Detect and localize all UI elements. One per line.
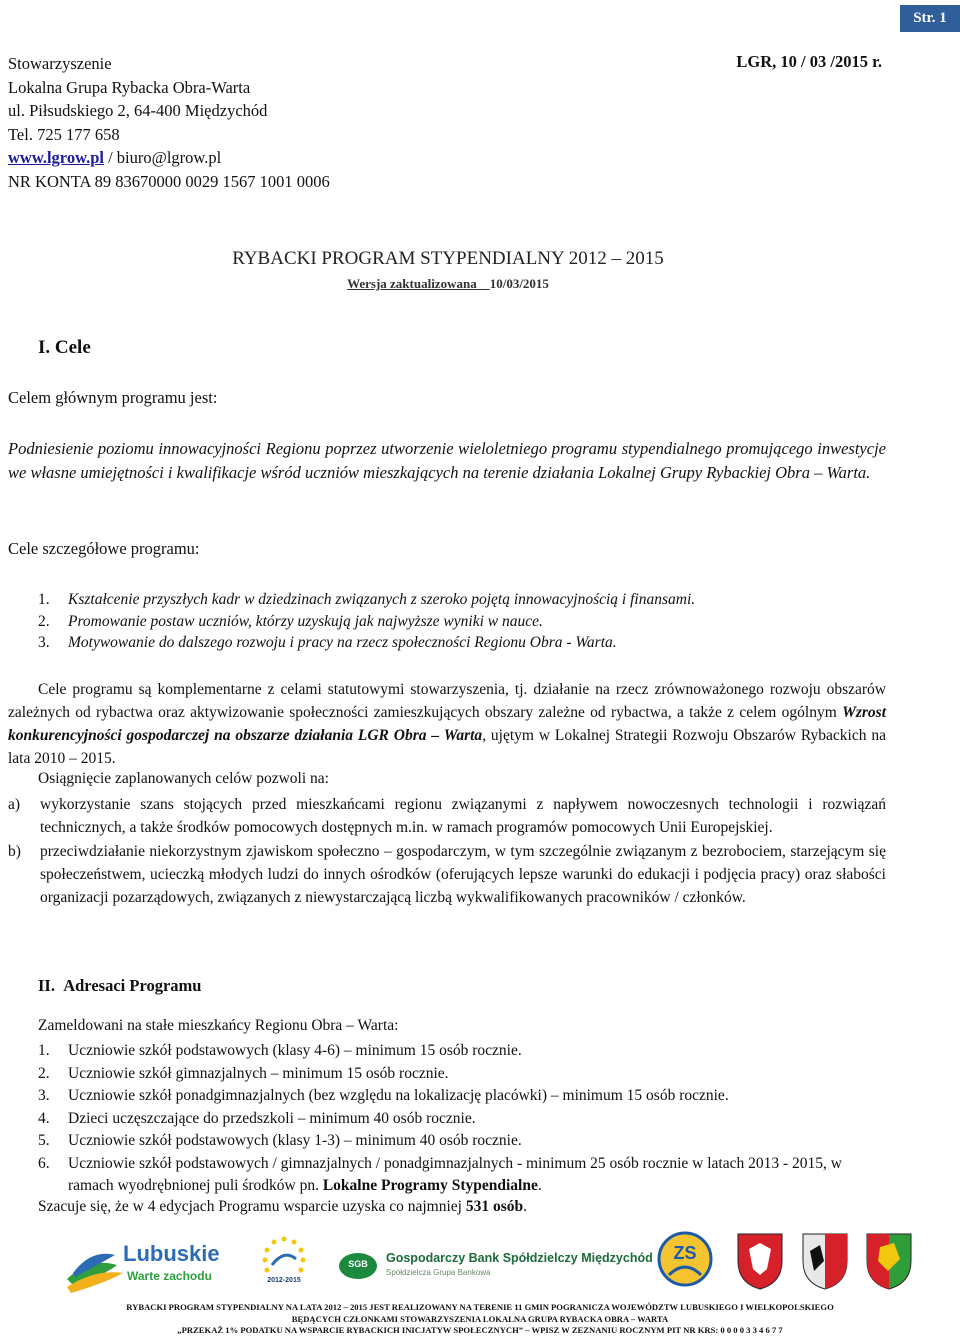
account-number: NR KONTA 89 83670000 0029 1567 1001 0006 xyxy=(8,171,330,191)
contact-line xyxy=(8,146,330,170)
list-item: b) przeciwdziałanie niekorzystnym zjawiskom społeczno – gospodarczym, w tym szczególnie związanym z bezrobociem, starzejącym się społeczeństwem, ucieczką młodych ludzi do innych ośrodków (oferujących lepsze warunki do edukacji i podjęcia pracy) oraz słabości organizacji pozarządowych, związanych z niewystarczającą liczbą wykwalifikowanych pracowników / członków. xyxy=(8,843,886,906)
program-logo xyxy=(256,1231,312,1293)
sgb-group: Spółdzielcza Grupa Bankowa xyxy=(386,1268,491,1277)
org-line: ul. Piłsudskiego 2, 64-400 Międzychód xyxy=(8,101,268,120)
zs-short: ZS xyxy=(673,1243,697,1263)
sponsor-logos xyxy=(0,1225,960,1300)
org-line: Stowarzyszenie xyxy=(8,54,112,73)
list-item: 2. Promowanie postaw uczniów, którzy uzyskują jak najwyższe wyniki w nauce. xyxy=(38,612,543,630)
list-item: 5. Uczniowie szkół podstawowych (klasy 1-3) – minimum 40 osób rocznie. xyxy=(38,1132,522,1149)
specific-goals-label: Cele szczegółowe programu: xyxy=(8,539,200,558)
place-date: LGR, 10 / 03 /2015 r. xyxy=(736,52,882,71)
coat-of-arms-region xyxy=(800,1231,850,1291)
organization-header xyxy=(8,52,330,193)
section-1-heading: I. Cele xyxy=(38,337,91,358)
list-item: 2. Uczniowie szkół gimnazjalnych – minimum 15 osób rocznie. xyxy=(38,1064,449,1082)
footer-line: „PRZEKAŻ 1% PODATKU NA WSPARCIE RYBACKICH INICJATYW SPOŁECZNYCH” – WPISZ W ZEZNANIU ROCZNYM PIT NR KRS: 0 0 0 0 3 3 4 6 7 7 xyxy=(177,1325,783,1335)
version-label: Wersja zaktualizowana xyxy=(347,276,477,291)
page-number-tag: Str. 1 xyxy=(900,5,960,32)
zs-logo xyxy=(657,1229,713,1293)
org-line: Lokalna Grupa Rybacka Obra-Warta xyxy=(8,77,251,97)
lubuskie-logo xyxy=(65,1235,235,1295)
org-line: Tel. 725 177 658 xyxy=(8,124,120,144)
section-2-heading: II. Adresaci Programu xyxy=(38,976,202,995)
website-link[interactable]: www.lgrow.pl xyxy=(8,148,104,167)
recipients-list xyxy=(38,1040,888,1198)
list-item: a) wykorzystanie szans stojących przed mieszkańcami regionu związanymi z napływem nowoczesnych technologii i rozwiązań technicznych, a także środków pomocowych dostępnych m.in. w ramach programów pomocowych Unii Europejskiej. xyxy=(8,796,886,836)
footer-line: BĘDĄCYCH CZŁONKAMI STOWARZYSZENIA LOKALNA GRUPA RYBACKA OBRA – WARTA xyxy=(291,1313,669,1324)
list-item: 3. Motywowanie do dalszego rozwoju i pracy na rzecz społeczności Regionu Obra - Warta. xyxy=(38,634,617,651)
general-goal: Wzrost konkurencyjności gospodarczej na obszarze działania LGR Obra – Warta xyxy=(8,704,886,744)
version-gap: _ xyxy=(476,276,490,291)
version-date: 10/03/2015 xyxy=(489,276,549,291)
lubuskie-tagline: Warte zachodu xyxy=(127,1269,212,1283)
coat-of-arms-icon xyxy=(864,1231,914,1291)
sgb-logo xyxy=(338,1247,653,1287)
page-footer xyxy=(0,1302,960,1337)
coat-of-arms-icon xyxy=(735,1231,785,1291)
achievement-list xyxy=(8,793,886,910)
achievement-label: Osiągnięcie zaplanowanych celów pozwoli na: xyxy=(38,770,329,787)
sgb-short: SGB xyxy=(348,1259,368,1269)
program-version xyxy=(0,276,896,292)
list-item: 6. Uczniowie szkół podstawowych / gimnazjalnych / ponadgimnazjalnych - minimum 25 osób rocznie w latach 2013 - 2015, w ramach wyodrębnionej puli środków pn. Lokalne Programy Stypendialne. xyxy=(38,1154,842,1194)
coat-of-arms-lubuskie xyxy=(735,1231,785,1291)
specific-goals-list xyxy=(38,589,898,654)
estimate-number: 531 osób xyxy=(465,1198,524,1215)
list-item: 4. Dzieci uczęszczające do przedszkoli – minimum 40 osób rocznie. xyxy=(38,1109,476,1127)
main-goal-label: Celem głównym programu jest: xyxy=(8,388,218,407)
list-item: 3. Uczniowie szkół ponadgimnazjalnych (bez względu na lokalizację placówki) – minimum 15 osób rocznie. xyxy=(38,1087,729,1104)
estimate-sentence: Szacuje się, że w 4 edycjach Programu wsparcie uzyska co najmniej 531 osób. xyxy=(38,1198,527,1215)
list-item: 1. Kształcenie przyszłych kadr w dziedzinach związanych z szeroko pojętą innowacyjnością i finansami. xyxy=(38,591,696,608)
list-item: 1. Uczniowie szkół podstawowych (klasy 4-6) – minimum 15 osób rocznie. xyxy=(38,1042,522,1059)
program-years: 2012-2015 xyxy=(267,1277,301,1284)
coat-of-arms-lubuskie-green xyxy=(864,1231,914,1291)
program-title: RYBACKI PROGRAM STYPENDIALNY 2012 – 2015 xyxy=(232,248,664,269)
lubuskie-name: Lubuskie xyxy=(123,1241,220,1266)
sgb-name: Gospodarczy Bank Spółdzielczy Międzychód xyxy=(386,1251,653,1265)
complementarity-paragraph: Cele programu są komplementarne z celami statutowymi stowarzyszenia, tj. działanie na rzecz zrównoważonego rozwoju obszarów zależnych od rybactwa oraz aktywizowanie społeczności zamieszkujących obszary zależne od rybactwa, a także z celem ogólnym Wzrost konkurencyjności gospodarczej na obszarze działania LGR Obra – Warta, ujętym w Lokalnej Strategii Rozwoju Obszarów Rybackich na lata 2010 – 2015. xyxy=(8,681,886,767)
footer-line: RYBACKI PROGRAM STYPENDIALNY NA LATA 2012 – 2015 JEST REALIZOWANY NA TERENIE 11 GMIN POGRANICZA WOJEWÓDZTW LUBUSKIEGO I WIELKOPOLSKIEGO xyxy=(126,1302,834,1312)
coat-of-arms-icon xyxy=(800,1231,850,1291)
recipients-intro: Zameldowani na stałe mieszkańcy Regionu Obra – Warta: xyxy=(38,1017,399,1034)
email-text: / biuro@lgrow.pl xyxy=(103,148,222,167)
main-goal-text: Podniesienie poziomu innowacyjności Regionu poprzez utworzenie wieloletniego programu stypendialnego promującego inwestycje we własne umiejętności i kwalifikacje wśród uczniów mieszkających na terenie działania Lokalnej Grupy Rybackiej Obra – Warta. xyxy=(8,439,886,482)
